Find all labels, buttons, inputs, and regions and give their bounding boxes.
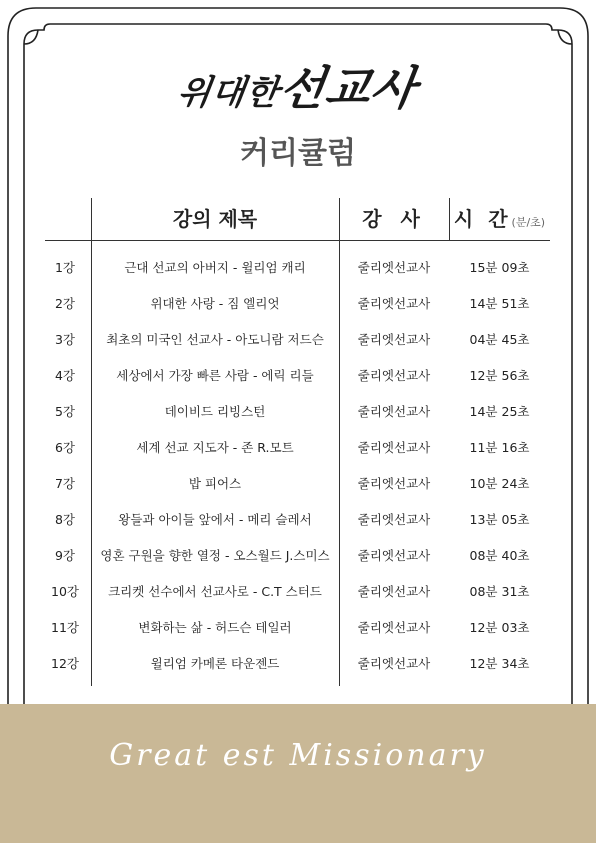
- lecture-duration: 08분 31초: [469, 584, 530, 599]
- lecturer-name: 줄리엣선교사: [357, 548, 431, 563]
- lecture-number: 8강: [54, 512, 76, 527]
- table-row: [45, 502, 550, 538]
- lecturer-name: 줄리엣선교사: [357, 296, 431, 311]
- lecture-title: 데이비드 리빙스턴: [164, 404, 266, 419]
- page-subtitle: 커리큘럼: [240, 136, 356, 171]
- lecture-title: 세계 선교 지도자 - 존 R.모트: [136, 440, 294, 455]
- table-body: [45, 250, 550, 682]
- lecture-duration: 04분 45초: [469, 332, 530, 347]
- table-row: [45, 286, 550, 322]
- table-row: [45, 574, 550, 610]
- table-row: [45, 646, 550, 682]
- lecture-duration: 12분 56초: [469, 368, 530, 383]
- lecturer-name: 줄리엣선교사: [357, 332, 431, 347]
- lecture-duration: 12분 34초: [469, 656, 530, 671]
- lecture-title: 근대 선교의 아버지 - 윌리엄 캐리: [124, 260, 306, 275]
- table-row: [45, 358, 550, 394]
- table-row: [45, 610, 550, 646]
- lecture-title: 위대한 사랑 - 짐 엘리엇: [150, 296, 280, 311]
- lecture-duration: 14분 25초: [469, 404, 530, 419]
- column-header-time: [449, 198, 550, 240]
- lecture-number: 12강: [51, 656, 79, 671]
- lecture-title: 세상에서 가장 빠른 사람 - 에릭 리들: [116, 368, 314, 383]
- lecturer-name: 줄리엣선교사: [357, 404, 431, 419]
- lecture-duration: 15분 09초: [469, 260, 530, 275]
- lecture-number: 10강: [51, 584, 79, 599]
- table-row: [45, 466, 550, 502]
- lecture-number: 2강: [54, 296, 76, 311]
- lecture-number: 1강: [54, 260, 76, 275]
- column-header-time-unit: (분/초): [511, 216, 546, 229]
- footer-banner: [0, 704, 596, 843]
- lecture-number: 7강: [54, 476, 76, 491]
- curriculum-table: [45, 198, 550, 671]
- lecturer-name: 줄리엣선교사: [357, 512, 431, 527]
- lecture-duration: 10분 24초: [469, 476, 530, 491]
- lecture-duration: 12분 03초: [469, 620, 530, 635]
- lecturer-name: 줄리엣선교사: [357, 440, 431, 455]
- lecture-title: 밥 피어스: [188, 476, 242, 491]
- lecturer-name: 줄리엣선교사: [357, 656, 431, 671]
- table-row: [45, 430, 550, 466]
- lecture-number: 5강: [54, 404, 76, 419]
- lecture-number: 11강: [51, 620, 79, 635]
- table-row: [45, 250, 550, 286]
- lecture-duration: 14분 51초: [469, 296, 530, 311]
- lecture-duration: 13분 05초: [469, 512, 530, 527]
- lecturer-name: 줄리엣선교사: [357, 584, 431, 599]
- lecture-title: 크리켓 선수에서 선교사로 - C.T 스터드: [108, 584, 322, 599]
- lecture-number: 6강: [54, 440, 76, 455]
- column-header-time-label: 시 간: [453, 207, 512, 231]
- column-header-lecturer: 강 사: [362, 207, 426, 231]
- lecture-number: 3강: [54, 332, 76, 347]
- lecture-title: 변화하는 삶 - 허드슨 테일러: [138, 620, 292, 635]
- title-big: 선교사: [276, 61, 421, 115]
- page-title: [0, 52, 596, 118]
- lecturer-name: 줄리엣선교사: [357, 476, 431, 491]
- lecture-duration: 11분 16초: [469, 440, 530, 455]
- table-row: [45, 538, 550, 574]
- lecture-title: 최초의 미국인 선교사 - 아도니람 저드슨: [106, 332, 324, 347]
- lecture-number: 9강: [54, 548, 76, 563]
- title-small: 위대한: [175, 73, 283, 113]
- footer-text: Great est Missionary: [109, 738, 487, 773]
- lecture-duration: 08분 40초: [469, 548, 530, 563]
- lecturer-name: 줄리엣선교사: [357, 620, 431, 635]
- lecturer-name: 줄리엣선교사: [357, 260, 431, 275]
- lecture-title: 영혼 구원을 향한 열정 - 오스월드 J.스미스: [100, 548, 330, 563]
- lecture-title: 윌리엄 카메론 타운젠드: [150, 656, 280, 671]
- lecturer-name: 줄리엣선교사: [357, 368, 431, 383]
- lecture-number: 4강: [54, 368, 76, 383]
- table-row: [45, 322, 550, 358]
- column-header-title: 강의 제목: [172, 207, 258, 231]
- table-row: [45, 394, 550, 430]
- table-header: [45, 198, 550, 241]
- lecture-title: 왕들과 아이들 앞에서 - 메리 슬레서: [118, 512, 312, 527]
